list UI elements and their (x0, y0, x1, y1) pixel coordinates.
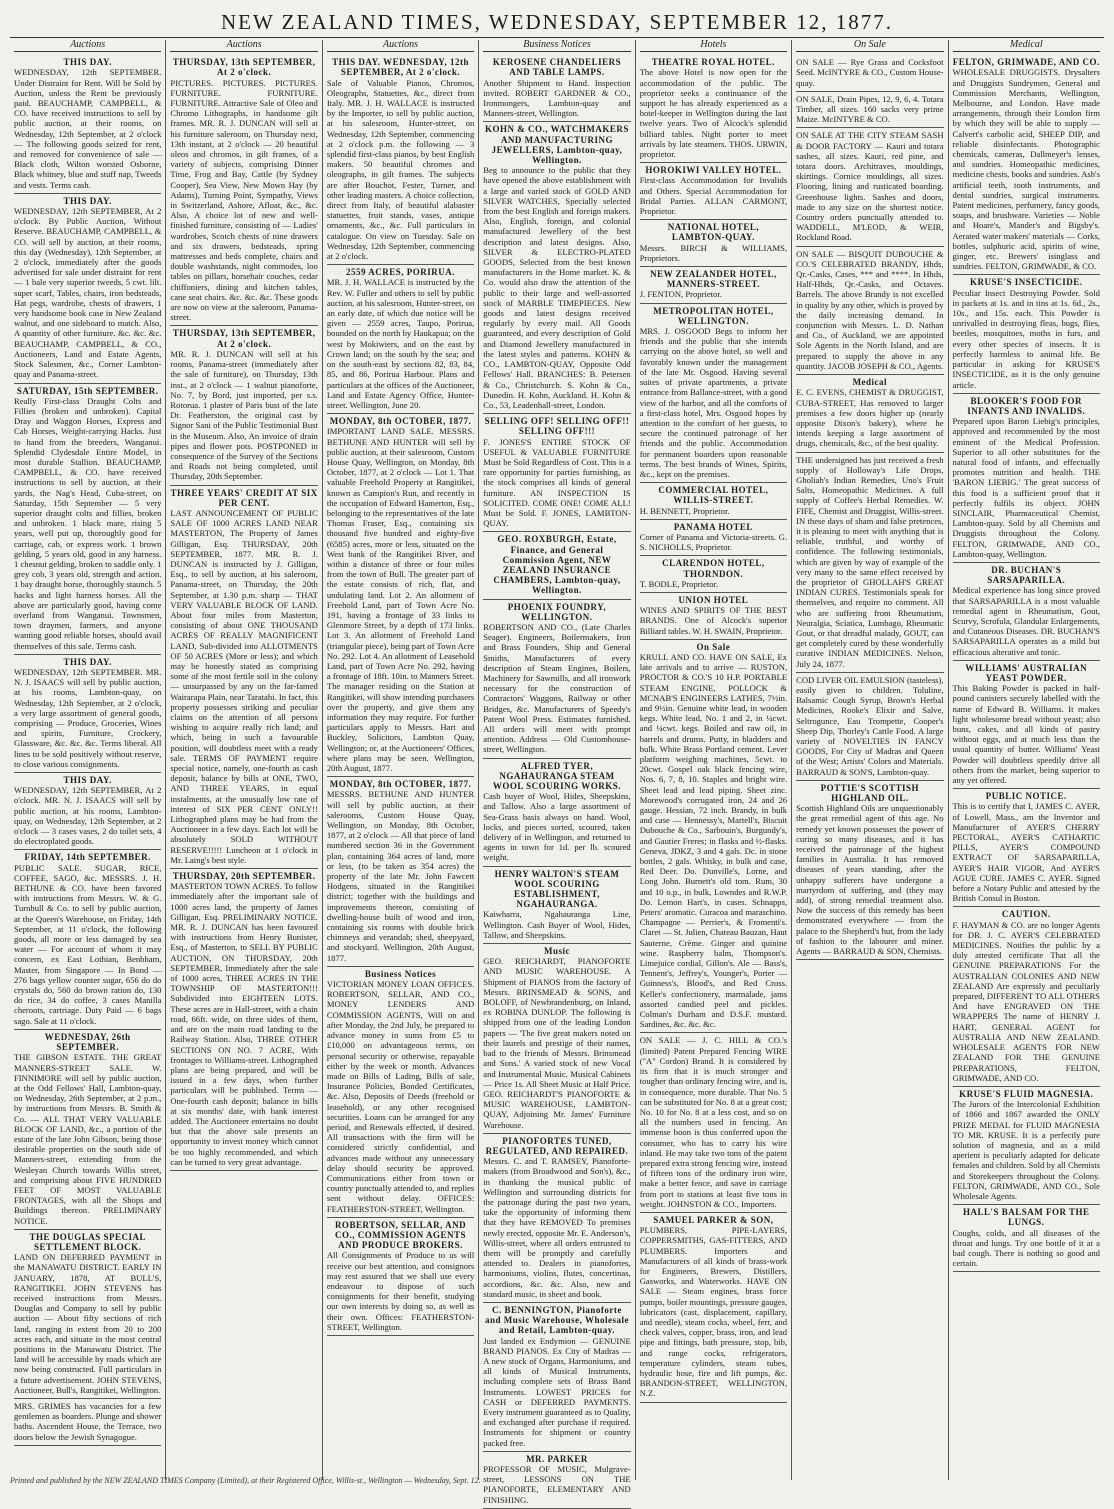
advertisement-body: MR. R. J. DUNCAN will sell at his rooms, Panama-street (immediately after the sale of furniture), on Thursday, 13th inst., at 2 o'clock — 1 walnut pianoforte, No. 7, by Bord, just imported, per s.s. Rotorua. 1 plaster of Paris bust of the late Dr. Featherston, the original cast by Signor Sani of the Public Testimonial Bust in the Museum. Also, An invoice of drain pipes and flower pots. POSTPONED in consequence of the Survey of the Sections and Roads not being completed, until Thursday, 20th September. (170, 348, 318, 482)
advertisement-heading: METROPOLITAN HOTEL, WELLINGTON. (653, 305, 774, 326)
advertisement-heading: HOROKIWI VALLEY HOTEL. (645, 165, 782, 176)
advertisement-body: H. BENNETT, Proprietor. (639, 505, 730, 516)
advertisement-body: MESSRS. BETHUNE AND HUNTER will sell by public auction, at their salerooms, Custom House Quay, Wellington, on Monday, 8th October, 1877, at 2 o'clock — All that piece of land numbered section 36 in the Government plan, containing 364 acres of land, more or less, (to be taken as 354 acres) the property of the late Mr. John Fawcett Hodgens, situated in the Rangitikei district; together with the buildings and improvements thereon, consisting of dwelling-house built of wood and iron, containing six rooms with double brick chimneys and verandah; shed, sheepyard, and stockyard. Wellington, 20th August, 1877. (326, 789, 475, 963)
advertisement-heading: KRUSE'S INSECTICIDE. (969, 277, 1083, 288)
advertisement-heading: THREE YEARS' CREDIT AT SIX PER CENT. (170, 487, 318, 508)
advertisement-body: COD LIVER OIL EMULSION (tasteless), easily given to children. Toluline, Balsamic Cough Syrup, Brown's Herbal Medicines, Rooke's Elixir and Salve, Seltrogunce, Eau Trompette, Cooper's Sheep Dip, Thorley's Cattle Food. A large variety of NOVELTIES IN FANCY GOODS, For City of Madras and Queen of the West; Artists' Colors and Materials. BARRAUD & SON'S, Lambton-quay. (796, 674, 944, 777)
advertisement (483, 759, 630, 867)
advertisement-heading: NATIONAL HOTEL, LAMBTON-QUAY. (667, 222, 760, 243)
advertisement (796, 673, 943, 781)
advertisement-body: MASTERTON TOWN ACRES. To follow immediately after the important sale of 1000 acres land, the property of James Gilligan, Esq. PRELIMINARY NOTICE. MR. R. J. DUNCAN has been favoured with instructions from Henry Bunister, Esq., of Masterton, to SELL BY PUBLIC AUCTION, ON THURSDAY, 20th SEPTEMBER, Immediately after the sale of 1000 acres, THREE ACRES IN THE TOWNSHIP OF MASTERTON!!! Subdivided into EIGHTEEN LOTS. These acres are in Hall-street, with a chain road, 66ft. wide, on three sides of them, and are on the main road landing to the Railway Station. Also, THREE OTHER SECTIONS ON NO. 7 ACRE, With frontages to Williams-street. Lithographed plans are being prepared, and will be issued in a few days, when further particulars will be published. Terms — One-fourth cash deposit; balance in bills at six months' date, with bank interest added. The Auctioneer entertains no doubt but that the above sale presents an opportunity to invest money which cannot be too highly recommended, and which can be turned to very great advantage. (170, 881, 318, 1167)
advertisement-heading: THURSDAY, 13th SEPTEMBER, At 2 o'clock. (172, 328, 316, 349)
advertisement-body: WHOLESALE DRUGGISTS. Drysalters and Druggists Sundrymen, General and Commission Merchants, Wellington, Melbourne, and London. Have made arrangements, through their London firm by which they will be able to supply — Calvert's carbolic acid, SHEEP DIP, and reliable disinfectants. Photographic chemicals, cameras, Dallmeyer's lenses, and sundries. Homeopathic medicines, medicine chests, books and sundries. Ash's artificial teeth, tooth instruments, and dental sundries, surgical instruments. Patent medicines, perfumery, fancy goods, soaps, and brushware. Varieties — Noble and Hoare's, Mander's and Bigsby's. Aerated water makers' materials — Corks, bottles, sulphuric acid, spirits of wine, ginger, etc. Brewers' isinglass and sundries. FELTON, GRIMWADE, & CO. (952, 67, 1100, 272)
advertisement-body: Beg to announce to the public that they have opened the above establishment with a large and varied stock of GOLD AND SILVER WATCHES, Specially selected from the best English and foreign makers. Also, English, foreign, and colonial manufactured Jewellery of the best description and latest designs. Also, SILVER & ELECTRO-PLATED GOODS, Selected from the best known manufacturers in the Home market. K. & Co. would also draw the attention of the public to their large and well-assorted stock of MARBLE TIMEPIECES. New goods and latest designs received regularly by every mail. All Goods guaranteed, and every description of Gold and Diamond Jewellery manufactured in the latest styles and patterns. KOHN & CO., LAMBTON-QUAY, Opposite Odd Fellows' Hall. BRANCHES: B. Petersen & Co., Christchurch. S. Kohn & Co., Dunedin. H. Kohn, Auckland. H. Kohn & Co., 53, Leadenhall-street, London. (483, 165, 631, 410)
advertisement-heading: 2559 ACRES, PORIRUA. (346, 267, 456, 278)
masthead: NEW ZEALAND TIMES, WEDNESDAY, SEPTEMBER 12, 1877. (220, 10, 894, 34)
advertisement-body: ON SALE AT THE CITY STEAM SASH & DOOR FACTORY — Kauri and totara sashes, all sizes. Kauri, red pine, and totara doors. Architraves, mouldings, skirtings. Cornice mouldings, all sizes. Flooring, lining and rusticated boarding. Greenhouse lights. Sashes and doors, made to any size on the shortest notice. Country orders punctually attended to. WADDELL, M'LEOD, & WEIR, Rockland Road. (796, 130, 944, 243)
advertisement-body: Corner of Panama and Victoria-streets. G. S. NICHOLLS, Proprietor. (639, 531, 788, 553)
advertisement-heading: THIS DAY. WEDNESDAY, 12th SEPTEMBER, At 2 o'clock. (332, 57, 469, 78)
advertisement-body: F. HAYMAN & CO. are no longer Agents for DR. J. C. AYER'S CELEBRATED MEDICINES. Notifies the public by a duly attested certificate That all the GENUINE PREPARATIONS For the AUSTRALIAN COLONIES AND NEW ZEALAND Are expressly and peculiarly prepared, DIFFERENT TO ALL OTHERS And have ENGRAVED ON THE WRAPPERS The name of HENRY J. HART, GENERAL AGENT for AUSTRALIA AND NEW ZEALAND. WHOLESALE AGENTS FOR NEW ZEALAND FOR THE GENUINE PREPARATIONS, FELTON, GRIMWADE, AND CO. (952, 919, 1100, 1083)
advertisement-heading: MONDAY, 8th OCTOBER, 1877. (329, 779, 472, 790)
advertisement-heading: SATURDAY, 15th SEPTEMBER. (16, 385, 159, 396)
advertisement-heading: COMMERCIAL HOTEL, WILLIS-STREET. (658, 485, 769, 506)
advertisement-heading: THEATRE ROYAL HOTEL. (651, 57, 776, 68)
advertisement-body: Prepared upon Baron Liebig's principles, approved and recommended by the most eminent of the Medical Profession. Superior to all other substitutes for the natural food of infants, and effectually promotes nutrition and health. THE 'BARON LIEBIG.' The great success of this food is a sufficient proof that it perfectly fulfils its object. JOHN SINCLAIR, Pharmaceutical Chemist, Lambton-quay. Sold by all Chemists and Druggists throughout the Colony. FELTON, GRIMWADE, AND CO., Lambton-quay, Wellington. (952, 416, 1100, 559)
advertisement-heading: SAMUEL PARKER & SON, (653, 1214, 774, 1225)
advertisement (640, 55, 787, 163)
advertisement (14, 850, 161, 1029)
advertisement-heading: CLARENDON HOTEL, THORNDON. (662, 558, 765, 579)
advertisement (483, 55, 630, 122)
advertisement (953, 394, 1100, 563)
advertisement (640, 556, 787, 593)
column-6 (791, 40, 947, 1480)
advertisement-body: The Jurors of the Intercolonial Exhibition of 1866 and 1867 awarded the ONLY PRIZE MEDAL for FLUID MAGNESIA TO MR. KRUSE. It is a perfectly pure solution of magnesia, and as a mild aperient is peculiarly adapted for delicate females and children. Sold by all Chemists and Storekeepers throughout the Colony. FELTON, GRIMWADE, AND CO., Sole Wholesale Agents. (952, 1099, 1100, 1201)
advertisement-body: LAST ANNOUNCEMENT OF PUBLIC SALE OF 1000 ACRES LAND NEAR MASTERTON, The Property of James Gilligan, Esq. THURSDAY, 20th SEPTEMBER, 1877. MR. R. J. DUNCAN is instructed by J. Gilligan, Esq., to sell by auction, at his saleroom, Panama-street, on Thursday, the 20th September, at 1.30 p.m. sharp — THAT VERY VALUABLE BLOCK OF LAND. About four miles from Masterton, consisting of about ONE THOUSAND ACRES OF REALLY MAGNIFICENT LAND, Sub-divided into ALLOTMENTS OF 50 ACRES (More or less); and which may be honestly stated as comprising some of the most fertile soil in the colony — unsurpassed by any on the far-famed Wairarapa Plain, near Taratahi. In fact, this property possesses striking and peculiar claims on the attention of all persons wishing to acquire really rich land; and which, being in such a favourable position, will doubtless meet with a ready sale. TERMS OF PAYMENT require special notice, namely, one-fourth as cash deposit, balance by bills at ONE, TWO, AND THREE YEARS, in equal instalments, at the unusually low rate of interest of SIX PER CENT ONLY!! Lithographed plans may be had from the Auctioneer in a few days. Each lot will be absolutely SOLD WITHOUT RESERVE!!!!! Luncheon at 1 o'clock in Mr. Laing's best style. (170, 507, 318, 865)
advertisement-body: ON SALE, Drain Pipes, 12, 9, 6, 4. Totara Timber, all sizes. 160 sacks very prime Maize. McINTYRE & CO. (796, 93, 944, 125)
advertisement-body: WEDNESDAY, 12th SEPTEMBER, At 2 o'clock. By Public Auction, Without Reserve. BEAUCHAMP, CAMPBELL, & CO. will sell by auction, at their rooms, this day (Wednesday), 12th September, at 2 o'clock, immediately after the goods advertised for sale under distraint for rent — 1 bale very superior tweeds, 5 cwt. lilt. super scarf, Tables, chairs, iron bedsteads, Hat pegs, wardrobe, chests of drawers, 1 very handsome book case in New Zealand walnut, and one sideboard to match. Also, A quantity of other furniture. &c. &c. &c. BEAUCHAMP, CAMPBELL, & CO., Auctioneers, Land and Estate Agents, Stock Salesmen, &c., Corner Lambton-quay and Panama-street. (14, 206, 162, 380)
advertisement (953, 563, 1100, 661)
advertisement-heading: BLOOKER'S FOOD FOR INFANTS AND INVALIDS. (967, 395, 1086, 416)
advertisement (14, 1030, 161, 1230)
column-4 (478, 39, 634, 1505)
advertisement-heading: FRIDAY, 14th SEPTEMBER. (24, 852, 151, 863)
advertisement (953, 275, 1100, 393)
column-heading: Auctions (14, 40, 161, 52)
advertisement-body: IMPORTANT LAND SALE. MESSRS. BETHUNE AND HUNTER will sell by public auction, at their salesroom, Custom House Quay, Wellington, on Monday, 8th October, 1877, at 2 o'clock — Lot 1. That valuable Freehold Property at Rangitikei, known as Campion's Run, and recently in the occupation of Edward Hamerton, Esq., belonging to the representatives of the late Thomas Fraser, Esq., containing six thousand five hundred and eighty-five (6585) acres, more or less, situated on the West bank of the Rangitikei River, and within a distance of three or four miles from the town of Bull. The greater part of the estate consists of rich, flat, and undulating land. Lot 2. An allotment of Freehold Land, part of Town Acre No. 191, having a frontage of 33 links to Glenmore Street, by a depth of 173 links. Lot 3. An allotment of Freehold Land (triangular piece), being part of Town Acre No. 292. Lot 4. An allotment of Leasehold Land, part of Town Acre No. 292, having a frontage of 18ft. 10in. to Manners Street. The manager residing on the Station at Rangitikei, will show intending purchasers over the property, and give them any information they may require. For further particulars apply to Messrs. Hart and Buckley, Solicitors, Lambton Quay, Wellington; or, at the Auctioneers' Offices, where plans may be seen. Wellington, 20th August, 1877. (326, 426, 475, 774)
advertisement (796, 92, 943, 129)
advertisement-heading: MONDAY, 8th OCTOBER, 1877. (329, 416, 472, 427)
advertisement-body: First-class Accommodation for Invalids and Others. Special Accommodation for Bridal Parties. ALLAN CARMONT, Proprietor. (639, 175, 788, 217)
advertisement (953, 1087, 1100, 1205)
advertisement (327, 55, 474, 265)
advertisement (953, 661, 1100, 789)
advertisement (796, 375, 943, 452)
advertisement-body: VICTORIAN MONEY LOAN OFFICES. ROBERTSON, SELLAR, AND CO., MONEY LENDERS AND COMMISSION AGENTS, Will on and after Monday, the 2nd July, be prepared to advance money in sums from £5 to £10,000 on advantageous terms, on personal security or otherwise, repayable either by the week or month. Advances made on Bills of Lading, Bills of sale, Insurance Policies, Bonded Certificates, &c. Also, Deposits of Deeds (freehold or leasehold), or any other recognised securities. Loans can be arranged for any period, and Renewals effected, if desired. All transactions with the firm will be considered strictly confidential, and advances made without any unnecessary delay should security be approved. Communications either from town or country punctually attended to, and replies sent without delay. OFFICES: FEATHERSTON-STREET, Wellington. (326, 979, 475, 1214)
advertisement-heading: PIANOFORTES TUNED, REGULATED, AND REPAIRED. (485, 1135, 629, 1156)
advertisement-body: F. JONES'S ENTIRE STOCK OF USEFUL & VALUABLE FURNITURE Must be Sold Regardless of Cost. This is a rare opportunity for parties furnishing, as the stock comprises all kinds of general furniture. AN INSPECTION IS SOLICITED. COME ONE! COME ALL! Must be Sold. F. JONES, LAMBTON-QUAY. (483, 436, 631, 529)
advertisement (14, 1399, 161, 1446)
advertisement-heading: FELTON, GRIMWADE, AND CO. (952, 57, 1100, 68)
advertisement-body: THE undersigned has just received a fresh supply of Holloway's Life Drops, Gholiah's Indian Remedies, Uno's Fruit Salts, Homeopathic Medicines. A full supply of Coffee's Herbal Remedies. W. FIFE, Chemist and Druggist, Willis-street. IN these days of sham and false pretences, it is pleasing to meet with anything that is reliable, truthful, and worthy of confidence. The following testimonials, which are given by way of example of the very many to the same effect received by the proprietor of GHOLLAH'S GREAT INDIAN CURES. Testimonials speak for themselves, and require no comment. All who are suffering from Rheumatism, Neuralgia, Sciatica, Lumbago, Rheumatic Gout, or that dreadful malady, GOUT, can get completely cured by these wonderfully curative INDIAN MEDICINES. Nelson, July 24, 1877. (796, 454, 944, 669)
advertisement-body: Messrs. C. and T. RAMSEY, Pianoforte-makers (from Broadwood and Son's), &c., in thanking the musical public of Wellington and surrounding districts for the patronage during the past two years, take the opportunity of informing them that they have REMOVED To premises newly erected, opposite Mr. E. Anderson's, Willis-street, where all orders entrusted to them will be promptly and carefully attended to. Dealers in pianofortes, harmoniums, violins, flutes, concertinas, accordions, &c. &c. Also, new and standard music, in sheet and book. (483, 1156, 631, 1299)
advertisement (170, 55, 317, 326)
advertisement-body: WEDNESDAY, 12th SEPTEMBER. Under Distraint for Rent. Will be Sold by Auction, unless the Rent be previously paid. BEAUCHAMP, CAMPBELL, & CO. have received instructions to sell by public auction, at their rooms, on Wednesday, 12th September, at 2 o'clock — The following goods seized for rent, and removed for convenience of sale — Black cloth, Wilton worsted Osborne, Black whitney, blue and stuff nap, Tweeds and vests. Terms cash. (14, 67, 162, 190)
advertisement (483, 1134, 630, 1303)
advertisement-body: This Baking Powder is packed in half-pound canisters securely labelled with the name of Edward B. Williams. It makes light wholesome bread without yeast; also buns, cakes, and all kinds of pastry without eggs, and at much less than the usual quantity of butter. Williams' Yeast Powder will doubtless speedily drive all others from the market, being superior to any yet offered. (952, 683, 1100, 786)
advertisement-body: MR. J. H. WALLACE is instructed by the Rev. W. Fuller and others to sell by public auction, at his salesroom, Hunter-street, on an early date, of which due notice will be given — 2559 acres, Taupo, Porirua, bounded on the north by Haukapua; on the west by Mokiwiers, and on the east by Crown land; on the south by the sea; and on the south-east by sections 82, 83, 84, 85, and 86, Porirua Harbour. Plans and particulars at the offices of the Auctioneer, Land and Estate Agency Office, Hunter-street. Wellington, June 20. (326, 277, 475, 410)
column-5 (635, 40, 791, 1480)
advertisement-heading: WILLIAMS' AUSTRALIAN YEAST POWDER. (965, 662, 1088, 683)
advertisement-body: Sale of Valuable Pianos, Chromos, Oleographs, Statuettes, &c., direct from Italy. MR. J. H. WALLACE is instructed by the Importer, to sell by public auction, at his salesroom, Hunter-street, on Wednesday, 12th September, commencing at 2 o'clock p.m. the following — 3 splendid first-class pianos, by best English makers. 50 beautiful chromes and oleographs, in gilt frames. The subjects are after Bouchot, Fester, Turner, and other leading masters. A choice collection, direct from Italy, of beautiful alabaster statuettes, fruit stands, vases, antique ornaments, &c., &c. Full particulars in catalogue. On view on Tuesday. Sale on Wednesday, 12th September, commencing at 2 o'clock. (326, 77, 475, 262)
advertisement (953, 907, 1100, 1086)
advertisement-body: ON SALE — J. C. HILL & CO.'s (limited) Patent Prepared Fencing WIRE ("A" Cordon) Brand. It is considered by its firm that it is much stronger and tougher than ordinary fencing wire, and is, in consequence, more durable. That No. 5 can be substituted for No. 8 at a great cost; No. 10 for No. 8 at a less cost, and so on all the numbers used in fencing. An immense boon is thus conferred upon the consumer, who has to carry his wire inland. He may take two tons of the patent prepared extra strong fencing wire, instead of fifteen tons of the ordinary iron wire, make a better fence, and save in carriage from port to stations at least five tons in weight. JOHNSTON & CO., Importers. (639, 1035, 788, 1209)
advertisement-body: J. FENTON, Proprietor. (639, 289, 722, 300)
advertisement-heading: THIS DAY. (63, 656, 112, 667)
advertisement (640, 593, 787, 640)
advertisement-body: WINES AND SPIRITS OF THE BEST BRANDS. One of Alcock's superior Billiard tables. W. H. SWAIN, Proprietor. (639, 605, 788, 636)
advertisement-heading: PHOENIX FOUNDRY, WELLINGTON. (507, 601, 607, 622)
advertisement-body: This is to certify that I, JAMES C. AYER, of Lowell, Mass., am the Inventor and Manufacturer of AYER'S CHERRY PECTORAL, AYER'S CATHARTIC PILLS, AYER'S COMPOUND EXTRACT OF SARSAPARILLA, AYER'S HAIR VIGOR, And AYER'S AGUE CURE. JAMES C. AYER. Signed before a Notary Public and attested by the British Consul in Boston. (952, 801, 1100, 904)
advertisement (640, 483, 787, 520)
advertisement-body: MRS. GRIMES has vacancies for a few gentlemen as boarders. Plunge and shower baths. Ascendent House, the Terrace, two doors below the Jewish Synagogue. (14, 1401, 162, 1442)
advertisement (483, 122, 630, 414)
advertisement (640, 304, 787, 483)
advertisement-heading: POTTIE'S SCOTTISH HIGHLAND OIL. (820, 782, 919, 804)
advertisement-body: ON SALE — Rye Grass and Cocksfoot Seed. McINTYRE & CO., Custom House-quay. (796, 57, 944, 88)
advertisement (640, 267, 787, 304)
column-heading: On Sale (796, 40, 943, 52)
column-heading: Auctions (327, 40, 474, 52)
advertisement-heading: ROBERTSON, SELLAR, AND CO., COMMISSION AGENTS AND PRODUCE BROKERS. (334, 1219, 467, 1251)
advertisement-body: Coughs, colds, and all diseases of the throat and lungs. Try one bottle of it at a bad cough. There is nothing so good and certain. (952, 1227, 1100, 1269)
advertisement-heading: HALL'S BALSAM FOR THE LUNGS. (962, 1207, 1090, 1228)
advertisement-heading: NEW ZEALANDER HOTEL, MANNERS-STREET. (650, 269, 777, 290)
column-2 (165, 40, 321, 1480)
advertisement-heading: CAUTION. (1001, 909, 1051, 920)
advertisement-body: GEO. REICHARDT, PIANOFORTE AND MUSIC WAREHOUSE. A Shipment of PIANOS from the factory of Messrs. BRINSMEAD & SONS, and BOLOFF, of Newbrandenburg, on Inland, ex ROBINA DUNLOP. The following is shipped from one of the leading London papers — 'The five great makers noted on their laurels and prestige of their names, bad to the friends of Messrs. Brinsmead and Sons.' A varied stock of new Vocal and Instrumental Music. Musical Cabinets — Price 1s. All Sheet Music at Half Price. GEO. REICHARDT'S PIANOFORTE & MUSIC WAREHOUSE, LAMBTON-QUAY, Adjoining Mr. James' Furniture Warehouse. (483, 956, 631, 1130)
advertisement (14, 55, 161, 194)
advertisement-body: Medical experience has long since proved that SARSAPARILLA is a most valuable remedial agent in Rheumatism, Gout, Scurvy, Scrofula, Glandular Enlargements, and Cutaneous Diseases. DR. BUCHAN'S SARSAPARILLA operates as a mild but efficacious alterative and tonic. (952, 585, 1100, 657)
advertisement (327, 1218, 474, 1336)
advertisement-heading: Music (543, 946, 570, 957)
advertisement-heading: On Sale (696, 641, 731, 652)
column-3 (322, 40, 478, 1480)
advertisement-body: Peculiar Insect Destroying Powder. Sold in packets at 1s. and in tins at 1s. 6d., 2s., 10s., and 15s. each. This Powder is unrivalled in destroying fleas, bugs, flies, beetles, mosquitoes, moths in furs, and every other species of insects. It is perfectly harmless to animal life. Be particular in asking for KRUSE'S INSECTICIDE, as it is the only genuine article. (952, 287, 1100, 390)
advertisement-body: Really First-class Draught Colts and Fillies (broken and unbroken). Capital Dray and Waggon Horses, Express and Cab Horses, Weight-carrying Hacks. Just to hand from the breeders, Wanganui. Splendid Clydesdale Entire Model, in most durable Stallion. BEAUCHAMP, CAMPBELL, & CO. have received instructions to sell by auction, at their yards, the Nag's Head, Cuba-street, on Saturday, 15th September — 5 very superior draught colts and fillies, broken and unbroken. 1 black mare, rising 5 years, well put up, thoroughly good for carriage, cab, or express work. 1 brown gelding, 5 years old, good in any harness. 1 chesnut gelding, broken to saddle only. 1 grey cob, 3 years old, strength and action. 1 bay draught horse, thoroughly staunch. 5 hacks and light harness horses. All the above are particularly good, having come overland from Wanganui. Townsmen, town draymen, farmers, and anyone wanting good reliable horses, should avail themselves of this sale. Terms cash. (14, 395, 162, 651)
advertisement (14, 194, 161, 384)
advertisement (640, 220, 787, 267)
advertisement (796, 247, 943, 375)
advertisement-body: PUBLIC SALE. SUGAR, RICE, COFFEE, SAGO, &c. MESSRS. J. H. BETHUNE & CO. have been favored with instructions from Messrs. W. & G. Turnbull & Co. to sell by public auction, at the Queen's Warehouse, on Friday, 14th September, at 11 o'clock, the following goods, all more or less damaged by sea water — For account of whom it may concern, ex East Lothian, Benbham, Master, from Singapore — In Bond — 276 bags yellow counter sugar, 656 do do crystals do, 560 do brown ration do, 130 do rice, 34 do coffee, 3 cases Manilla cheroots, cartriage. Duty Paid — 6 bags sago. Sale at 11 o'clock. (14, 862, 162, 1026)
advertisement-body: Messrs. BIRCH & WILLIAMS, Proprietors. (639, 242, 788, 263)
advertisement-body: All Consignments of Produce to us will receive our best attention, and consignors may rest assured that we shall use every endeavour to dispose of such consignments for their benefit, studying our own interests by doing so, as well as their own. Offices: FEATHERSTON-STREET, Wellington. (326, 1250, 475, 1332)
advertisement-heading: MR. PARKER (526, 1453, 588, 1464)
advertisement-body: LAND ON DEFERRED PAYMENT in the MANAWATU DISTRICT. EARLY IN JANUARY, 1878, AT BULL'S, RANGITIKEI. JOHN STEVENS has received instructions from Messrs. Douglas and Company to sell by public auction — About fifty sections of rich land, ranging in extent from 20 to 200 acres each, and situate in the most central positions in the Manawatu District. The land will be accessible by roads which are now being constructed. Full particulars in a future advertisement. JOHN STEVENS, Auctioneer, Bull's, Rangitikei, Wellington. (14, 1252, 162, 1395)
advertisement (170, 486, 317, 870)
column-7 (948, 40, 1104, 1480)
advertisement-body: Another Shipment to Hand. Inspection invited. ROBERT GARDNER & CO., Ironmongers, Lambton-quay and Manners-street, Wellington. (483, 77, 631, 119)
advertisement-heading: PUBLIC NOTICE. (985, 791, 1067, 802)
advertisement (796, 453, 943, 673)
advertisement-body: E. C. EVENS, CHEMIST & DRUGGIST, CUBA-STREET, Has removed to larger premises a few doors higher up (nearly opposite Dixon's bakery), where he intends keeping a large assortment of drugs, chemicals, &c., of the best quality. (796, 387, 944, 449)
advertisement-heading: THIS DAY. (63, 775, 112, 786)
advertisement (14, 655, 161, 773)
advertisement (640, 520, 787, 557)
advertisement-heading: THIS DAY. (63, 195, 112, 206)
advertisement-body: PICTURES. PICTURES. PICTURES. FURNITURE. FURNITURE. FURNITURE. Attractive Sale of Oleo and Chromo Lithographs, in handsome gilt frames. MR. R. J. DUNCAN will sell at his furniture saleroom, on Thursday next, 13th instant, at 2 o'clock — 20 beautiful oleos and chromos, in gilt frames, of a variety of subjects, comprising Dinner Time, Frog and Bay, Cattle (by Sydney Cooper), Sea View, New Mown Hay (by Adams), Turning Point, Sympathy, Views in Switzerland, Ashore, Afloat, &c., &c. Also, A choice lot of new and well-finished furniture, consisting of — Ladies' wardrobes, Scotch chests of nine drawers and six drawers, bedsteads, spring mattresses and beds complete, chairs and double washstands, night commodes, loo tables on pillars, horsehair couches, cedar chiffoniers, dining and kitchen tables, cane seat chairs. &c. &c. &c. These goods are now on view at the saleroom, Panama-street. (170, 77, 318, 323)
advertisement-body: PLUMBERS, PIPE-LAYERS, COPPERSMITHS, GAS-FITTERS, AND PLUMBERS. Importers and Manufacturers of all kinds of brass-work for Engineers, Brewers, Distillers, Gasworks, and Waterworks. HAVE ON SALE — Steam engines, brass force pumps, boiler mountings, pressure gauges, lubricators (cast, displacement, capillary, and needle), steam cocks, wheel, ferr, and check valves, copper, brass, iron, and lead pipe and fittings, bath pressure, stop, bib, and range cocks, refrigerators, temperature cylinders, steam tubes, hydraulic hose, fire and lift pumps, &c. BRANDON-STREET, WELLINGTON, N.Z. (639, 1225, 788, 1399)
advertisement-heading: KEROSENE CHANDELIERS AND TABLE LAMPS. (492, 57, 622, 78)
advertisement (483, 1303, 630, 1452)
advertisement-heading: GEO. ROXBURGH, Estate, Finance, and General Commission Agent, NEW ZEALAND INSURANCE CHAMBERS, Lambton-quay, Wellington. (493, 534, 621, 596)
column-heading: Medical (953, 40, 1100, 52)
advertisement-heading: Medical (852, 377, 888, 388)
advertisement-body: Just landed ex Endymion — GENUINE BRAND PIANOS. Ex City of Madras — A new stock of Organs, Harmoniums, and all kinds of Musical Instruments, including complete sets of Brass Band Instruments. LOWEST PRICES for CASH or DEFERRED PAYMENTS. Every instrument guaranteed as to Quality, and exchanged after purchase if required. Instruments for shipment or country packed free. (483, 1335, 631, 1448)
advertisement-heading: THURSDAY, 20th SEPTEMBER. (172, 871, 316, 882)
advertisement (640, 163, 787, 220)
advertisement-heading: KOHN & CO., WATCHMAKERS AND MANUFACTURING JEWELLERS, Lambton-quay, Wellington. (485, 124, 629, 166)
advertisement (170, 326, 317, 485)
advertisement-heading: KRUSE'S FLUID MAGNESIA. (959, 1088, 1094, 1099)
masthead-rule (10, 37, 1104, 38)
imprint: Printed and published by the NEW ZEALAND TIMES Company (Limited), at their Registered Office, Willis-st., Wellington — Wednesday, Sept. 12. (10, 1476, 481, 1485)
advertisement-heading: HENRY WALTON'S STEAM WOOL SCOURING ESTABLISHMENT, NGAHAURANGA. (494, 868, 620, 910)
advertisement-body: Cash buyer of Wool, Hides, Sheepskins, and Tallow. Also a large assortment of Sea-Grass basis always on hand. Wool, locks, and pieces sorted, scoured, taken delivery of in Wellington, and returned to agents in town for 1d. per lb. scoured weight. (483, 791, 631, 863)
advertisement-heading: THE DOUGLAS SPECIAL SETTLEMENT BLOCK. (29, 1231, 146, 1252)
advertisement-body: KRULL AND CO. HAVE ON SALE, Ex late arrivals and to arrive — RUSTON, PROCTOR & CO.'S 10 H.P. PORTABLE STEAM ENGINE, POLLOCK & MCNAB'S ENGINEERS LATHES, 7½in. and 9½in. Genuine white lead, in wooden kegs. White lead, No. 1 and 2, in ¼cwt. and ¼cwt. kegs. Boiled and raw oil, in barrels and drums. Putty, in bladders and bulk. White Brass Portland cement. Lever platform weighing machines, 5cwt. to 20cwt. Gospel oak black fencing wire, Nos. 6, 7, 8, 10. Staples and bright wire. Sheet lead and lead piping. Sheet zinc. Morewood's corrugated iron, 24 and 26 gauge. Hessian, 72 inch. Brandy, in bulk and case — Hennessy's, Martell's, Biscuit Dubouche & Co., Sarbouin's, Burgundy's, and Gautier Freres; in flasks and ½-flasks. Geneva, JDKZ, 3 and 4 gals. Dc. in stone bottles, 2 gals. Whisky, in bulk and case, Red Deer. Do. Dunville's, Lorne, and Long John. Burnett's old tom. Rum, 30 and 10 o.p., in bulk, Lowndes and R.W.P. Do. Lemon Hart's, in cases. Schnapps, Peters' aromatic. Curacoa and maraschino. Champagne — Perrier's, & Fromenti's. Claret — St. Julien, Chateau Bauzan, Haut Sauterne, Crème. Ginger and quinine wine. Raspberry balm, Thompson's. Limejuice cordial, Gillon's. Ale — Bass's, Tennent's, Jeffrey's, Younger's, Porter — Guinness's, Blood's, and Red Cross. Keller's confectionery, marmalade, jams assorted candied peel and pickles. Colman's Durham and D.S.F. mustard. Sardines, &c. &c. &c. (639, 651, 788, 1030)
advertisement (327, 414, 474, 777)
advertisement-heading: PANAMA HOTEL (673, 521, 753, 532)
advertisement (953, 789, 1100, 907)
advertisement-heading: WEDNESDAY, 26th SEPTEMBER. (44, 1031, 131, 1053)
advertisement (327, 265, 474, 414)
advertisement-heading: THIS DAY. (63, 57, 112, 68)
advertisement (14, 384, 161, 655)
advertisement (483, 1452, 630, 1509)
advertisement (483, 414, 630, 532)
advertisement-body: Scottish Highland Oils are unquestionably the great remedial agent of this age. No remedy yet known possesses the power of curing so many diseases, and it has received the patronage of the highest families in Australia. It has removed diseases of years standing, after the unhappy sufferers have undergone a martyrdom of suffering, and (they may add), of strong remedial treatment also. Now the success of this remedy has been demonstrated everywhere — from the palace to the Shepherd's hut, from the lady of fashion to the labourer and miner. Agents — BARRAUD & SON, Chemists. (796, 803, 944, 957)
advertisement-body: ON SALE — BISQUIT DUBOUCHE & CO.'S CELEBRATED BRANDY, Hhds, Qr.-Casks, Cases, *** and ****. In Hhds, Half-Hhds, Qr.-Casks, and Octaves. Barrels. The above Brandy is not excelled in quality by any other, which is proved by the daily increasing demand. In conjunction with Messrs. L. D. Nathan and Co., of Auckland, we are appointed Sole Agents in the North Island, and are prepared to supply the above in any quantity. JACOB JOSEPH & CO., Agents. (796, 248, 944, 371)
advertisement (483, 944, 630, 1134)
advertisement (796, 55, 943, 92)
advertisement-heading: Business Notices (364, 968, 437, 979)
advertisement-heading: ALFRED TYER, NGAHAURANGA STEAM WOOL SCOURING WORKS. (492, 760, 622, 792)
advertisement (640, 640, 787, 1034)
advertisement (14, 773, 161, 850)
advertisement-heading: DR. BUCHAN'S SARSAPARILLA. (987, 564, 1066, 586)
advertisement (170, 869, 317, 1171)
advertisement (953, 1205, 1100, 1272)
advertisement-body: WEDNESDAY, 12th SEPTEMBER, At 2 o'clock. MR. N. J. ISAACS will sell by public auction, at his rooms, Lambton-quay, on Wednesday, 12th September, at 2 o'clock — 3 cases vases, 2 do toilet sets, 4 do electroplated goods. (14, 785, 162, 847)
column-heading: Business Notices (483, 40, 630, 52)
advertisement (640, 1213, 787, 1403)
advertisement (327, 967, 474, 1218)
advertisement-body: MRS. J. OSGOOD Begs to inform her friends and the public that she intends carrying on the above hotel, so well and favorably known under the management of the late Mr. Osgood. Having several suites of private apartments, a private entrance from Ballance-street, with a good view of the harbor, and all the comforts of a first-class hotel, Mrs. Osgood hopes by attention to the comfort of her guests, to secure the continued patronage of her friends and the public. Accommodation for permanent boarders upon reasonable terms. The best brands of Wines, Spirits, &c., kept on the premises. (639, 326, 788, 479)
advertisement-body: WEDNESDAY, 12th SEPTEMBER. MR. N. J. ISAACS will sell by public auction, at his rooms, Lambton-quay, on Wednesday, 12th September, at 2 o'clock, a very large assortment of general goods, comprising — Produce, Groceries, Wines and spirits, Furniture, Crockery, Glassware, &c. &c. &c. Terms liberal. All lines to be sold positively without reserve, to close various consignments. (14, 666, 162, 769)
column-heading: Auctions (170, 40, 317, 52)
advertisement-heading: C. BENNINGTON, Pianoforte and Music Warehouse, Wholesale and Retail, Lambton-quay. (484, 1304, 629, 1336)
advertisement (953, 55, 1100, 275)
advertisement-body: The above Hotel is now open for the accommodation of the public. The proprietor seeks a continuance of the support he has already experienced as a hotel-keeper in Wellington during the last twelve years. Two of Alcock's splendid billiard tables. Night porter to meet arrivals by late steamers. THOS. URWIN, proprietor. (639, 67, 788, 160)
advertisement-heading: THURSDAY, 13th SEPTEMBER, At 2 o'clock. (172, 57, 316, 78)
advertisement (796, 781, 943, 960)
advertisement-body: T. BODLE, Proprietor. (639, 578, 719, 589)
advertisement (483, 532, 630, 599)
column-1 (10, 40, 165, 1480)
advertisement (640, 1033, 787, 1212)
advertisement-body: Kaiwharra, Ngahauranga Line, Wellington. Cash Buyer of Wool, Hides, Tallow, and Sheepskins. (483, 909, 631, 940)
advertisement (796, 128, 943, 246)
advertisement (327, 777, 474, 967)
advertisement-body: PROFESSOR OF MUSIC, Mulgrave-street, LESSONS ON THE PIANOFORTE, ELEMENTARY AND FINISHING. (483, 1464, 631, 1505)
advertisement-heading: UNION HOTEL (678, 594, 749, 605)
advertisement-body: ROBERTSON AND CO., (Late Charles Seager). Engineers, Boilermakers, Iron and Brass Founders, Ship and General Smiths, Manufacturers of every description of Steam Engines, Boilers, Machinery for Sawmills, and all ironwork necessary for the construction of Contractors' Waggons, Railway or other Bridges, &c. Manufacturers of Speedy's Patent Wool Press. Estimates furnished. All orders will meet with prompt attention. Address — Old Customhouse-street, Wellington. (483, 621, 631, 755)
advertisement (14, 1230, 161, 1399)
advertisement (483, 867, 630, 944)
advertisement-body: THE GIBSON ESTATE. THE GREAT MANNERS-STREET SALE. W. FINNIMORE will sell by public auction, at the Odd Fellows' Hall, Lambton-quay, on Wednesday, 26th September, at 2 p.m., by instructions from Messrs. B. Smith & Co. — ALL THAT VERY VALUABLE BLOCK OF LAND, &c., a portion of the estate of the late John Gibson, being those desirable properties on the south side of Manners-street, extending from the Wesleyan Church towards Willis street, and comprising about FIVE HUNDRED FEET OF MOST VALUABLE FRONTAGES, with all the Shops and Buildings thereon. PRELIMINARY NOTICE. (14, 1052, 162, 1226)
advertisement-heading: SELLING OFF! SELLING OFF!! SELLING OFF!!! (484, 416, 630, 437)
advertisement (483, 600, 630, 759)
column-heading: Hotels (640, 40, 787, 52)
